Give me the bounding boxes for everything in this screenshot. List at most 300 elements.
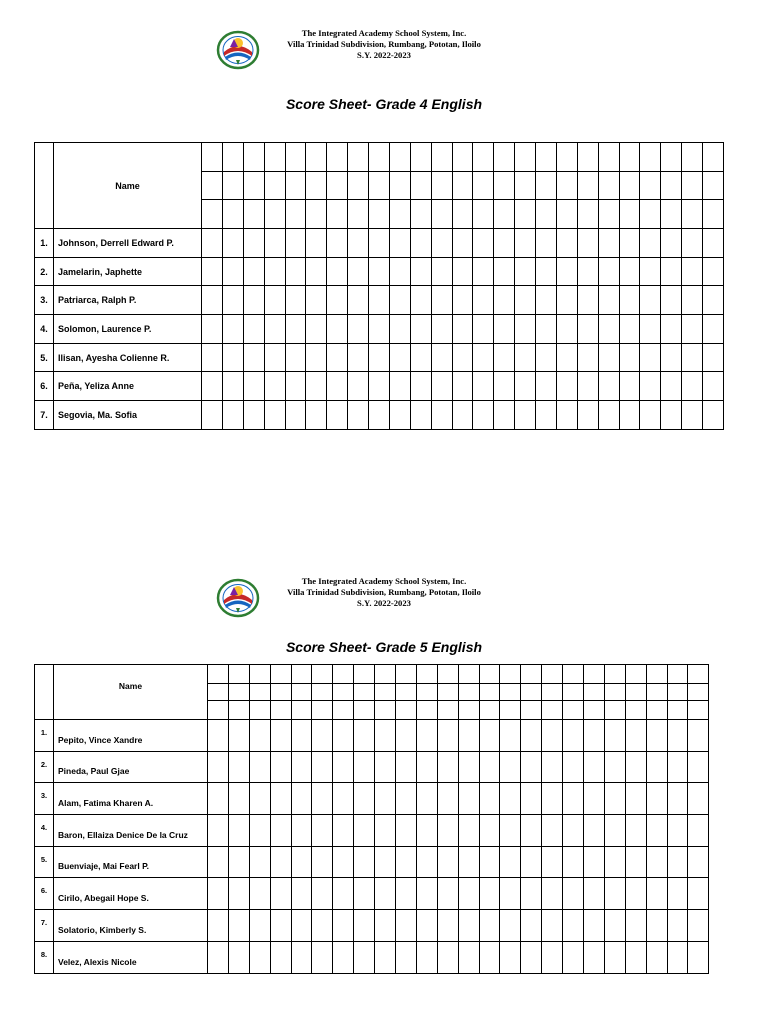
score-cell[interactable]: [473, 229, 494, 258]
score-cell[interactable]: [243, 257, 264, 286]
score-cell[interactable]: [222, 315, 243, 344]
score-cell[interactable]: [270, 815, 291, 847]
score-header-cell[interactable]: [500, 684, 521, 701]
score-cell[interactable]: [333, 910, 354, 942]
score-cell[interactable]: [285, 229, 306, 258]
score-header-cell[interactable]: [264, 143, 285, 172]
score-header-cell[interactable]: [416, 701, 437, 720]
score-header-cell[interactable]: [243, 143, 264, 172]
score-cell[interactable]: [598, 343, 619, 372]
score-cell[interactable]: [619, 372, 640, 401]
score-cell[interactable]: [500, 910, 521, 942]
score-header-cell[interactable]: [333, 684, 354, 701]
score-cell[interactable]: [369, 257, 390, 286]
score-cell[interactable]: [375, 941, 396, 973]
score-cell[interactable]: [703, 343, 724, 372]
score-cell[interactable]: [389, 401, 410, 430]
score-cell[interactable]: [479, 941, 500, 973]
score-cell[interactable]: [369, 401, 390, 430]
score-cell[interactable]: [536, 401, 557, 430]
score-header-cell[interactable]: [604, 665, 625, 684]
score-cell[interactable]: [437, 878, 458, 910]
score-cell[interactable]: [410, 315, 431, 344]
score-cell[interactable]: [369, 229, 390, 258]
score-cell[interactable]: [515, 372, 536, 401]
score-header-cell[interactable]: [556, 172, 577, 200]
score-cell[interactable]: [604, 720, 625, 752]
score-cell[interactable]: [640, 343, 661, 372]
score-cell[interactable]: [327, 315, 348, 344]
score-cell[interactable]: [306, 229, 327, 258]
score-cell[interactable]: [354, 941, 375, 973]
score-header-cell[interactable]: [542, 684, 563, 701]
score-cell[interactable]: [249, 815, 270, 847]
score-header-cell[interactable]: [521, 665, 542, 684]
score-header-cell[interactable]: [479, 701, 500, 720]
score-header-cell[interactable]: [667, 701, 688, 720]
score-cell[interactable]: [228, 815, 249, 847]
score-cell[interactable]: [333, 815, 354, 847]
score-cell[interactable]: [619, 257, 640, 286]
score-header-cell[interactable]: [577, 143, 598, 172]
score-header-cell[interactable]: [264, 172, 285, 200]
score-cell[interactable]: [327, 257, 348, 286]
score-header-cell[interactable]: [348, 143, 369, 172]
score-cell[interactable]: [500, 846, 521, 878]
score-cell[interactable]: [598, 257, 619, 286]
score-header-cell[interactable]: [208, 701, 229, 720]
score-cell[interactable]: [584, 751, 605, 783]
score-cell[interactable]: [682, 401, 703, 430]
score-cell[interactable]: [479, 751, 500, 783]
score-header-cell[interactable]: [688, 665, 709, 684]
score-header-cell[interactable]: [222, 172, 243, 200]
score-header-cell[interactable]: [333, 665, 354, 684]
score-cell[interactable]: [584, 846, 605, 878]
score-cell[interactable]: [396, 910, 417, 942]
score-cell[interactable]: [354, 846, 375, 878]
score-cell[interactable]: [202, 229, 223, 258]
score-cell[interactable]: [494, 229, 515, 258]
score-cell[interactable]: [452, 257, 473, 286]
score-header-cell[interactable]: [598, 143, 619, 172]
score-cell[interactable]: [348, 257, 369, 286]
score-cell[interactable]: [667, 846, 688, 878]
score-cell[interactable]: [410, 343, 431, 372]
score-cell[interactable]: [396, 941, 417, 973]
score-cell[interactable]: [285, 401, 306, 430]
score-header-cell[interactable]: [667, 665, 688, 684]
score-cell[interactable]: [291, 720, 312, 752]
score-cell[interactable]: [536, 286, 557, 315]
score-header-cell[interactable]: [584, 665, 605, 684]
score-cell[interactable]: [556, 257, 577, 286]
score-cell[interactable]: [410, 257, 431, 286]
score-header-cell[interactable]: [688, 684, 709, 701]
score-header-cell[interactable]: [640, 172, 661, 200]
score-cell[interactable]: [369, 343, 390, 372]
score-header-cell[interactable]: [536, 172, 557, 200]
score-cell[interactable]: [431, 372, 452, 401]
score-cell[interactable]: [228, 941, 249, 973]
score-cell[interactable]: [249, 751, 270, 783]
score-cell[interactable]: [369, 372, 390, 401]
score-header-cell[interactable]: [228, 684, 249, 701]
score-cell[interactable]: [333, 720, 354, 752]
score-header-cell[interactable]: [327, 143, 348, 172]
score-cell[interactable]: [646, 815, 667, 847]
score-cell[interactable]: [312, 910, 333, 942]
score-header-cell[interactable]: [437, 701, 458, 720]
score-cell[interactable]: [249, 878, 270, 910]
score-cell[interactable]: [667, 910, 688, 942]
score-cell[interactable]: [667, 815, 688, 847]
score-header-cell[interactable]: [458, 665, 479, 684]
score-cell[interactable]: [354, 751, 375, 783]
score-cell[interactable]: [312, 941, 333, 973]
score-cell[interactable]: [291, 910, 312, 942]
score-cell[interactable]: [452, 229, 473, 258]
score-header-cell[interactable]: [333, 701, 354, 720]
score-cell[interactable]: [202, 286, 223, 315]
score-header-cell[interactable]: [222, 143, 243, 172]
score-cell[interactable]: [431, 343, 452, 372]
score-cell[interactable]: [625, 720, 646, 752]
score-cell[interactable]: [640, 401, 661, 430]
score-cell[interactable]: [396, 783, 417, 815]
score-cell[interactable]: [243, 315, 264, 344]
score-header-cell[interactable]: [270, 684, 291, 701]
score-header-cell[interactable]: [521, 684, 542, 701]
score-header-cell[interactable]: [416, 665, 437, 684]
score-header-cell[interactable]: [369, 172, 390, 200]
score-cell[interactable]: [661, 343, 682, 372]
score-cell[interactable]: [494, 286, 515, 315]
score-header-cell[interactable]: [312, 701, 333, 720]
score-header-cell[interactable]: [640, 200, 661, 229]
score-header-cell[interactable]: [500, 665, 521, 684]
score-cell[interactable]: [228, 910, 249, 942]
score-cell[interactable]: [563, 878, 584, 910]
score-header-cell[interactable]: [202, 200, 223, 229]
score-header-cell[interactable]: [556, 143, 577, 172]
score-cell[interactable]: [270, 751, 291, 783]
score-cell[interactable]: [542, 815, 563, 847]
score-header-cell[interactable]: [452, 143, 473, 172]
score-cell[interactable]: [640, 286, 661, 315]
score-cell[interactable]: [348, 286, 369, 315]
score-cell[interactable]: [625, 846, 646, 878]
score-cell[interactable]: [584, 720, 605, 752]
score-header-cell[interactable]: [396, 701, 417, 720]
score-cell[interactable]: [619, 401, 640, 430]
score-cell[interactable]: [264, 257, 285, 286]
score-cell[interactable]: [688, 815, 709, 847]
score-cell[interactable]: [270, 846, 291, 878]
score-cell[interactable]: [270, 910, 291, 942]
score-cell[interactable]: [536, 315, 557, 344]
score-cell[interactable]: [542, 751, 563, 783]
score-cell[interactable]: [222, 229, 243, 258]
score-header-cell[interactable]: [410, 200, 431, 229]
score-cell[interactable]: [563, 846, 584, 878]
score-cell[interactable]: [521, 941, 542, 973]
score-cell[interactable]: [604, 941, 625, 973]
score-cell[interactable]: [556, 286, 577, 315]
score-cell[interactable]: [437, 783, 458, 815]
score-cell[interactable]: [500, 783, 521, 815]
score-cell[interactable]: [264, 229, 285, 258]
score-header-cell[interactable]: [410, 143, 431, 172]
score-cell[interactable]: [521, 815, 542, 847]
score-cell[interactable]: [202, 343, 223, 372]
score-cell[interactable]: [306, 343, 327, 372]
score-cell[interactable]: [249, 846, 270, 878]
score-header-cell[interactable]: [369, 143, 390, 172]
score-header-cell[interactable]: [542, 665, 563, 684]
score-cell[interactable]: [542, 846, 563, 878]
score-cell[interactable]: [682, 229, 703, 258]
score-cell[interactable]: [348, 401, 369, 430]
score-cell[interactable]: [312, 720, 333, 752]
score-cell[interactable]: [222, 401, 243, 430]
score-header-cell[interactable]: [542, 701, 563, 720]
score-cell[interactable]: [604, 910, 625, 942]
score-header-cell[interactable]: [682, 200, 703, 229]
score-cell[interactable]: [285, 343, 306, 372]
score-cell[interactable]: [500, 751, 521, 783]
score-cell[interactable]: [306, 372, 327, 401]
score-cell[interactable]: [473, 257, 494, 286]
score-header-cell[interactable]: [556, 200, 577, 229]
score-header-cell[interactable]: [306, 172, 327, 200]
score-cell[interactable]: [688, 720, 709, 752]
score-cell[interactable]: [703, 315, 724, 344]
score-cell[interactable]: [479, 720, 500, 752]
score-header-cell[interactable]: [228, 701, 249, 720]
score-cell[interactable]: [625, 910, 646, 942]
score-header-cell[interactable]: [563, 665, 584, 684]
score-cell[interactable]: [598, 401, 619, 430]
score-cell[interactable]: [228, 720, 249, 752]
score-cell[interactable]: [556, 315, 577, 344]
score-cell[interactable]: [389, 315, 410, 344]
score-header-cell[interactable]: [369, 200, 390, 229]
score-header-cell[interactable]: [604, 684, 625, 701]
score-cell[interactable]: [536, 372, 557, 401]
score-header-cell[interactable]: [354, 701, 375, 720]
score-cell[interactable]: [208, 783, 229, 815]
score-header-cell[interactable]: [661, 172, 682, 200]
score-header-cell[interactable]: [264, 200, 285, 229]
score-cell[interactable]: [494, 257, 515, 286]
score-cell[interactable]: [458, 720, 479, 752]
score-cell[interactable]: [416, 878, 437, 910]
score-cell[interactable]: [577, 257, 598, 286]
score-header-cell[interactable]: [458, 701, 479, 720]
score-cell[interactable]: [536, 257, 557, 286]
score-cell[interactable]: [521, 910, 542, 942]
score-cell[interactable]: [479, 783, 500, 815]
score-cell[interactable]: [389, 372, 410, 401]
score-cell[interactable]: [625, 878, 646, 910]
score-cell[interactable]: [228, 846, 249, 878]
score-header-cell[interactable]: [515, 143, 536, 172]
score-header-cell[interactable]: [661, 143, 682, 172]
score-header-cell[interactable]: [396, 684, 417, 701]
score-cell[interactable]: [494, 315, 515, 344]
score-header-cell[interactable]: [202, 172, 223, 200]
score-header-cell[interactable]: [270, 665, 291, 684]
score-header-cell[interactable]: [584, 684, 605, 701]
score-cell[interactable]: [249, 910, 270, 942]
score-cell[interactable]: [473, 372, 494, 401]
score-header-cell[interactable]: [306, 143, 327, 172]
score-cell[interactable]: [396, 751, 417, 783]
score-cell[interactable]: [249, 941, 270, 973]
score-header-cell[interactable]: [473, 143, 494, 172]
score-cell[interactable]: [598, 372, 619, 401]
score-cell[interactable]: [228, 878, 249, 910]
score-cell[interactable]: [264, 286, 285, 315]
score-cell[interactable]: [208, 720, 229, 752]
score-cell[interactable]: [396, 846, 417, 878]
score-cell[interactable]: [556, 229, 577, 258]
score-cell[interactable]: [375, 815, 396, 847]
score-cell[interactable]: [327, 401, 348, 430]
score-header-cell[interactable]: [619, 200, 640, 229]
score-cell[interactable]: [333, 751, 354, 783]
score-cell[interactable]: [410, 372, 431, 401]
score-cell[interactable]: [208, 878, 229, 910]
score-header-cell[interactable]: [291, 665, 312, 684]
score-cell[interactable]: [312, 846, 333, 878]
score-cell[interactable]: [661, 401, 682, 430]
score-cell[interactable]: [410, 401, 431, 430]
score-header-cell[interactable]: [625, 684, 646, 701]
score-cell[interactable]: [646, 910, 667, 942]
score-header-cell[interactable]: [584, 701, 605, 720]
score-cell[interactable]: [306, 286, 327, 315]
score-cell[interactable]: [348, 343, 369, 372]
score-header-cell[interactable]: [646, 665, 667, 684]
score-header-cell[interactable]: [327, 172, 348, 200]
score-cell[interactable]: [327, 229, 348, 258]
score-cell[interactable]: [682, 315, 703, 344]
score-cell[interactable]: [619, 315, 640, 344]
score-header-cell[interactable]: [500, 701, 521, 720]
score-cell[interactable]: [208, 846, 229, 878]
score-cell[interactable]: [327, 286, 348, 315]
score-header-cell[interactable]: [249, 701, 270, 720]
score-cell[interactable]: [354, 815, 375, 847]
score-cell[interactable]: [354, 910, 375, 942]
score-header-cell[interactable]: [458, 684, 479, 701]
score-cell[interactable]: [208, 815, 229, 847]
score-cell[interactable]: [264, 343, 285, 372]
score-header-cell[interactable]: [270, 701, 291, 720]
score-cell[interactable]: [563, 751, 584, 783]
score-cell[interactable]: [625, 751, 646, 783]
score-cell[interactable]: [312, 751, 333, 783]
score-cell[interactable]: [333, 846, 354, 878]
score-header-cell[interactable]: [646, 701, 667, 720]
score-header-cell[interactable]: [348, 172, 369, 200]
score-header-cell[interactable]: [389, 172, 410, 200]
score-header-cell[interactable]: [285, 172, 306, 200]
score-cell[interactable]: [494, 372, 515, 401]
score-cell[interactable]: [536, 229, 557, 258]
score-cell[interactable]: [500, 720, 521, 752]
score-cell[interactable]: [354, 878, 375, 910]
score-cell[interactable]: [563, 910, 584, 942]
score-header-cell[interactable]: [536, 200, 557, 229]
score-cell[interactable]: [646, 720, 667, 752]
score-cell[interactable]: [625, 941, 646, 973]
score-cell[interactable]: [640, 372, 661, 401]
score-cell[interactable]: [348, 229, 369, 258]
score-cell[interactable]: [243, 401, 264, 430]
score-header-cell[interactable]: [494, 172, 515, 200]
score-header-cell[interactable]: [536, 143, 557, 172]
score-cell[interactable]: [515, 257, 536, 286]
score-cell[interactable]: [202, 315, 223, 344]
score-cell[interactable]: [285, 257, 306, 286]
score-cell[interactable]: [431, 315, 452, 344]
score-cell[interactable]: [661, 372, 682, 401]
score-header-cell[interactable]: [640, 143, 661, 172]
score-cell[interactable]: [202, 372, 223, 401]
score-cell[interactable]: [208, 910, 229, 942]
score-cell[interactable]: [291, 783, 312, 815]
score-cell[interactable]: [222, 372, 243, 401]
score-cell[interactable]: [625, 815, 646, 847]
score-cell[interactable]: [410, 286, 431, 315]
score-header-cell[interactable]: [291, 701, 312, 720]
score-cell[interactable]: [598, 229, 619, 258]
score-header-cell[interactable]: [431, 172, 452, 200]
score-cell[interactable]: [703, 229, 724, 258]
score-cell[interactable]: [646, 941, 667, 973]
score-cell[interactable]: [312, 815, 333, 847]
score-cell[interactable]: [202, 257, 223, 286]
score-cell[interactable]: [640, 229, 661, 258]
score-cell[interactable]: [270, 941, 291, 973]
score-header-cell[interactable]: [577, 200, 598, 229]
score-cell[interactable]: [682, 286, 703, 315]
score-cell[interactable]: [291, 846, 312, 878]
score-header-cell[interactable]: [661, 200, 682, 229]
score-cell[interactable]: [563, 720, 584, 752]
score-header-cell[interactable]: [431, 200, 452, 229]
score-cell[interactable]: [494, 401, 515, 430]
score-cell[interactable]: [473, 315, 494, 344]
score-cell[interactable]: [354, 720, 375, 752]
score-cell[interactable]: [270, 783, 291, 815]
score-cell[interactable]: [667, 878, 688, 910]
score-cell[interactable]: [515, 286, 536, 315]
score-header-cell[interactable]: [667, 684, 688, 701]
score-cell[interactable]: [291, 751, 312, 783]
score-cell[interactable]: [416, 751, 437, 783]
score-cell[interactable]: [375, 846, 396, 878]
score-header-cell[interactable]: [416, 684, 437, 701]
score-cell[interactable]: [515, 343, 536, 372]
score-header-cell[interactable]: [563, 684, 584, 701]
score-cell[interactable]: [389, 257, 410, 286]
score-cell[interactable]: [312, 783, 333, 815]
score-header-cell[interactable]: [249, 665, 270, 684]
